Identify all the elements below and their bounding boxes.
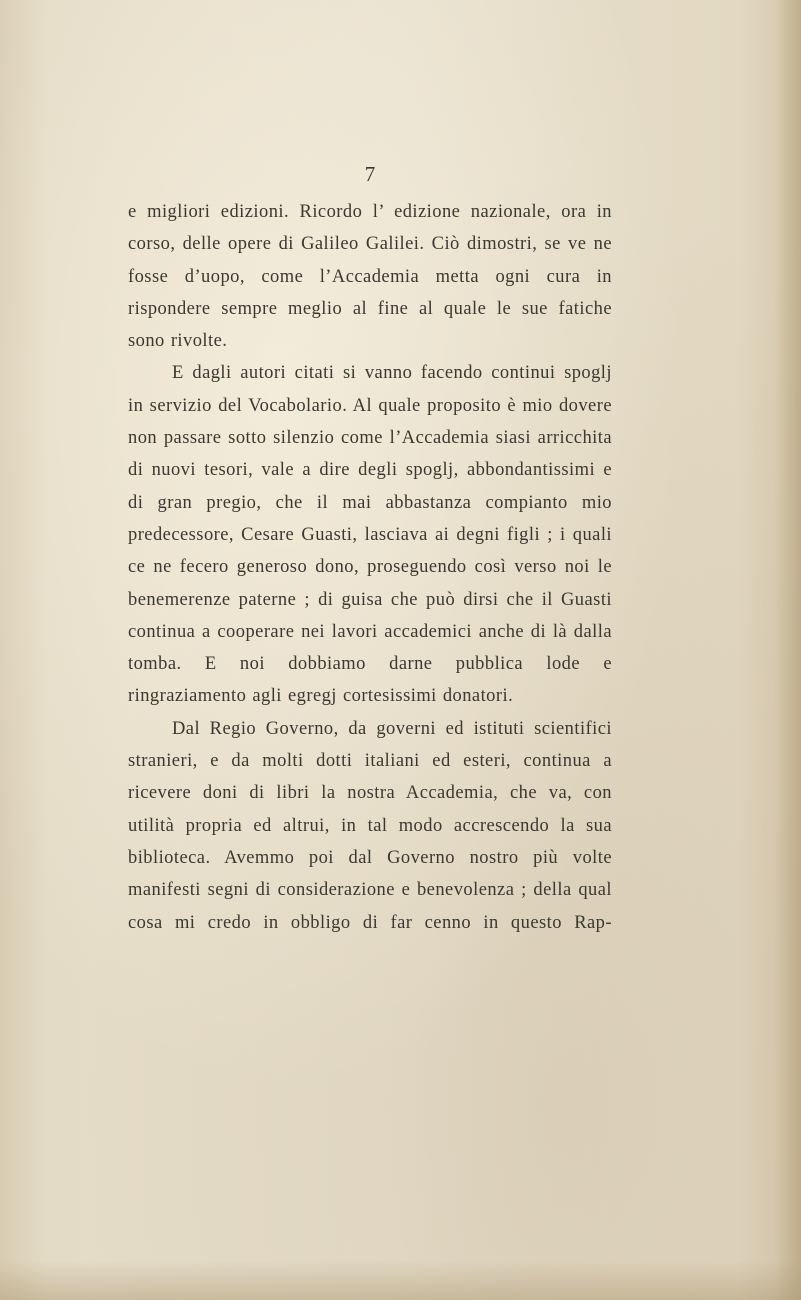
paragraph-2: E dagli autori citati si vanno facendo continui spoglj in servizio del Vocabolario. Al quale proposito è mio dovere non passare sotto silenzio come l’Accademia siasi arricchita di nuovi tesori, vale a dire degli spoglj, abbondantissimi e di gran pregio, che il mai abbastanza compianto mio predecessore, Cesare Guasti, lasciava ai degni figli ; i quali ce ne fecero generoso dono, proseguendo così verso noi le benemerenze paterne ; di guisa che può dirsi che il Guasti continua a cooperare nei lavori accademici anche di là dalla tomba. E noi dobbiamo darne pubblica lode e ringraziamento agli egregj cortesissimi donatori.	[128, 363, 612, 707]
page-bottom-shadow	[0, 1260, 801, 1300]
page-number: 7	[364, 162, 376, 186]
paragraph-1: e migliori edizioni. Ricordo l’ edizione nazionale, ora in corso, delle opere di Galileo Galilei. Ciò dimostri, se ve ne fosse d’uopo, come l’Accademia metta ogni cura in rispondere sempre meglio al fine al quale le sue fatiche sono rivolte.	[128, 202, 612, 352]
paragraph-3: Dal Regio Governo, da governi ed istituti scientifici stranieri, e da molti dotti italiani ed esteri, continua a ricevere doni di libri la nostra Accademia, che va, con utilità propria ed altrui, in tal modo accrescendo la sua biblioteca. Avemmo poi dal Governo nostro più volte manifesti segni di considerazione e benevolenza ; della qual cosa mi credo in obbligo di far cenno in questo Rap-	[128, 718, 612, 933]
page-edge-shadow	[775, 0, 801, 1300]
body-text	[128, 196, 612, 939]
